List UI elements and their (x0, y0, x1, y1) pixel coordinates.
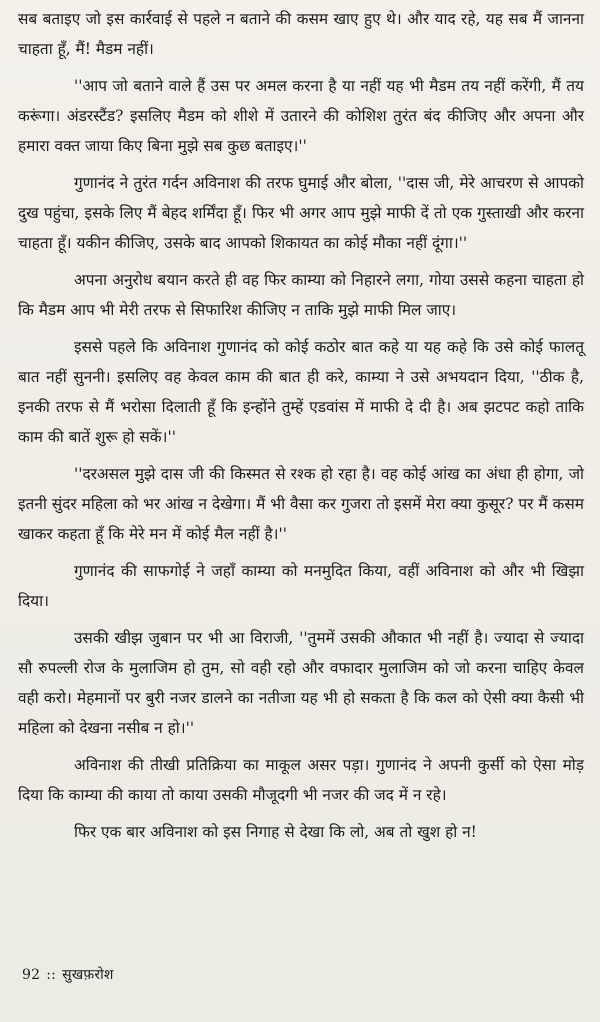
page-body (18, 4, 584, 854)
page-footer (22, 965, 114, 985)
page-number: 92 (22, 967, 41, 983)
paragraph-6: ''दरअसल मुझे दास जी की किस्मत से रश्क हो रहा है। वह कोई आंख का अंधा ही होगा, जो इतनी सुंदर महिला को भर आंख न देखेगा। मैं भी वैसा कर गुजरा तो इसमें मेरा क्या कुसूर? पर मैं कसम खाकर कहता हूँ कि मेरे मन में कोई मैल नहीं है।'' (18, 465, 584, 543)
paragraph-8: उसकी खीझ जुबान पर भी आ विराजी, ''तुममें उसकी औकात भी नहीं है। ज्यादा से ज्यादा सौ रुपल्ली रोज के मुलाजिम हो तुम, सो वही रहो और वफादार मुलाजिम को जो करना चाहिए केवल वही करो। मेहमानों पर बुरी नजर डालने का नतीजा यह भी हो सकता है कि कल को ऐसी क्या कैसी भी महिला को देखना नसीब न हो।'' (18, 629, 584, 737)
paragraph-10: फिर एक बार अविनाश को इस निगाह से देखा कि लो, अब तो खुश हो न! (74, 823, 477, 841)
paragraph-7: गुणानंद की साफगोई ने जहाँ काम्या को मनमुदित किया, वहीं अविनाश को और भी खिझा दिया। (18, 562, 584, 610)
paragraph-5: इससे पहले कि अविनाश गुणानंद को कोई कठोर बात कहे या यह कहे कि उसे कोई फालतू बात नहीं सुननी। इसलिए वह केवल काम की बात ही करे, काम्या ने उसे अभयदान दिया, ''ठीक है, इनकी तरफ से मैं भरोसा दिलाती हूँ कि इन्होंने तुम्हें एडवांस में माफी दे दी है। अब झटपट कहो ताकि काम की बातें शुरू हो सकें।'' (18, 338, 584, 446)
paragraph-4: अपना अनुरोध बयान करते ही वह फिर काम्या को निहारने लगा, गोया उससे कहना चाहता हो कि मैडम आप भी मेरी तरफ से सिफारिश कीजिए न ताकि मुझे माफी मिल जाए। (18, 271, 584, 319)
paragraph-9: अविनाश की तीखी प्रतिक्रिया का माकूल असर पड़ा। गुणानंद ने अपनी कुर्सी को ऐसा मोड़ दिया कि काम्या की काया तो काया उसकी मौजूदगी भी नजर की जद में न रहे। (18, 756, 584, 804)
paragraph-3: गुणानंद ने तुरंत गर्दन अविनाश की तरफ घुमाई और बोला, ''दास जी, मेरे आचरण से आपको दुख पहुंचा, इसके लिए मैं बेहद शर्मिंदा हूँ। फिर भी अगर आप मुझे माफी दें तो एक गुस्ताखी और करना चाहता हूँ। यकीन कीजिए, उसके बाद आपको शिकायत का कोई मौका नहीं दूंगा।'' (18, 174, 584, 252)
paragraph-1: सब बताइए जो इस कार्रवाई से पहले न बताने की कसम खाए हुए थे। और याद रहे, यह सब मैं जानना चाहता हूँ, मैं! मैडम नहीं। (18, 10, 584, 58)
book-title: सुखफ़रोश (62, 967, 114, 983)
footer-separator: :: (46, 967, 57, 983)
paragraph-2: ''आप जो बताने वाले हैं उस पर अमल करना है या नहीं यह भी मैडम तय नहीं करेंगी, मैं तय करूंगा। अंडरस्टैंड? इसलिए मैडम को शीशे में उतारने की कोशिश तुरंत बंद कीजिए और अपना और हमारा वक्त जाया किए बिना मुझे सब कुछ बताइए।'' (18, 77, 584, 155)
